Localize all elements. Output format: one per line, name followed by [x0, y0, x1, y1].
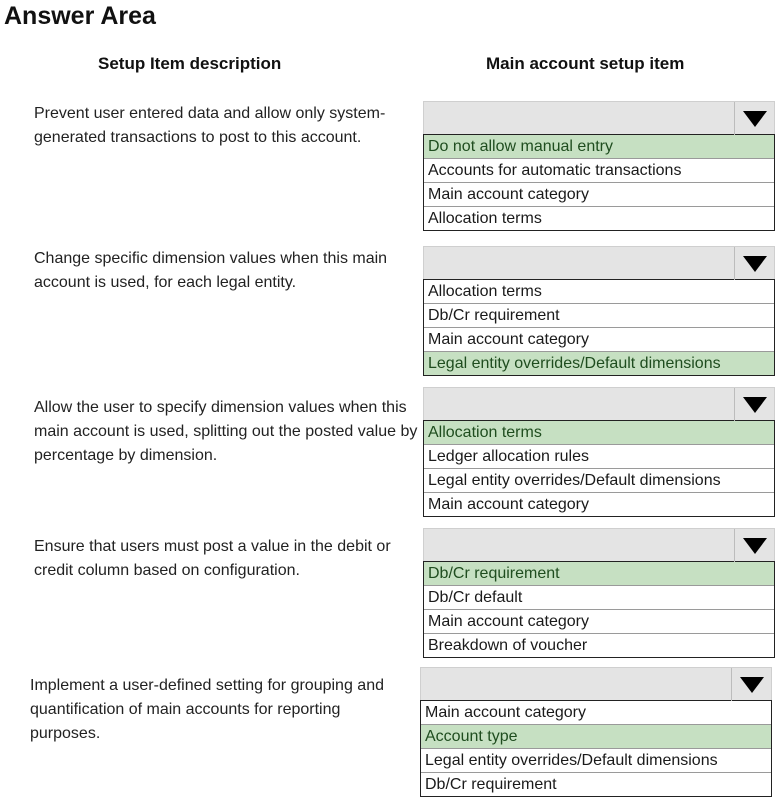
dropdown-button[interactable]	[734, 388, 774, 421]
dropdown-options	[420, 700, 772, 797]
dropdown-option[interactable]: Legal entity overrides/Default dimensions	[424, 351, 774, 375]
answer-area-title: Answer Area	[4, 2, 156, 30]
chevron-down-icon	[743, 538, 767, 554]
dropdown-button[interactable]	[734, 529, 774, 562]
dropdown-field[interactable]	[423, 387, 775, 420]
setup-item-description: Implement a user-defined setting for grouping and quantification of main accounts for reporting purposes.	[30, 677, 384, 742]
dropdown-field[interactable]	[423, 246, 775, 279]
chevron-down-icon	[743, 111, 767, 127]
dropdown-options	[423, 420, 775, 517]
chevron-down-icon	[743, 397, 767, 413]
setup-item-dropdown[interactable]	[423, 528, 775, 658]
dropdown-option[interactable]: Account type	[421, 724, 771, 748]
setup-item-description: Allow the user to specify dimension values when this main account is used, splitting out the posted value by percentage by dimension.	[34, 399, 418, 464]
dropdown-option[interactable]: Ledger allocation rules	[424, 444, 774, 468]
chevron-down-icon	[740, 677, 764, 693]
dropdown-field[interactable]	[423, 528, 775, 561]
dropdown-option[interactable]: Breakdown of voucher	[424, 633, 774, 657]
dropdown-option[interactable]: Allocation terms	[424, 206, 774, 230]
dropdown-option[interactable]: Main account category	[424, 327, 774, 351]
dropdown-option[interactable]: Legal entity overrides/Default dimensions	[421, 748, 771, 772]
chevron-down-icon	[743, 256, 767, 272]
dropdown-option[interactable]: Main account category	[424, 182, 774, 206]
setup-item-description: Ensure that users must post a value in the debit or credit column based on configuration.	[34, 538, 391, 579]
dropdown-button[interactable]	[734, 102, 774, 135]
column-header-setup-item: Main account setup item	[486, 54, 685, 73]
dropdown-option[interactable]: Legal entity overrides/Default dimensions	[424, 468, 774, 492]
dropdown-field[interactable]	[423, 101, 775, 134]
dropdown-option[interactable]: Accounts for automatic transactions	[424, 158, 774, 182]
dropdown-option[interactable]: Db/Cr requirement	[424, 562, 774, 585]
setup-item-dropdown[interactable]	[423, 387, 775, 517]
setup-item-description: Prevent user entered data and allow only system-generated transactions to post to this account.	[34, 105, 386, 146]
setup-item-dropdown[interactable]	[420, 667, 772, 797]
dropdown-option[interactable]: Db/Cr requirement	[421, 772, 771, 796]
dropdown-option[interactable]: Db/Cr requirement	[424, 303, 774, 327]
dropdown-field[interactable]	[420, 667, 772, 700]
setup-item-description: Change specific dimension values when this main account is used, for each legal entity.	[34, 250, 388, 291]
dropdown-options	[423, 279, 775, 376]
dropdown-option[interactable]: Do not allow manual entry	[424, 135, 774, 158]
dropdown-option[interactable]: Main account category	[424, 492, 774, 516]
dropdown-option[interactable]: Allocation terms	[424, 421, 774, 444]
setup-item-dropdown[interactable]	[423, 101, 775, 231]
column-header-description: Setup Item description	[98, 54, 282, 73]
dropdown-option[interactable]: Main account category	[424, 609, 774, 633]
dropdown-option[interactable]: Allocation terms	[428, 283, 542, 300]
setup-item-dropdown[interactable]	[423, 246, 775, 376]
dropdown-button[interactable]	[731, 668, 771, 701]
dropdown-button[interactable]	[734, 247, 774, 280]
dropdown-options	[423, 134, 775, 231]
dropdown-option[interactable]: Db/Cr default	[424, 585, 774, 609]
dropdown-options	[423, 561, 775, 658]
dropdown-option[interactable]: Main account category	[425, 704, 586, 721]
